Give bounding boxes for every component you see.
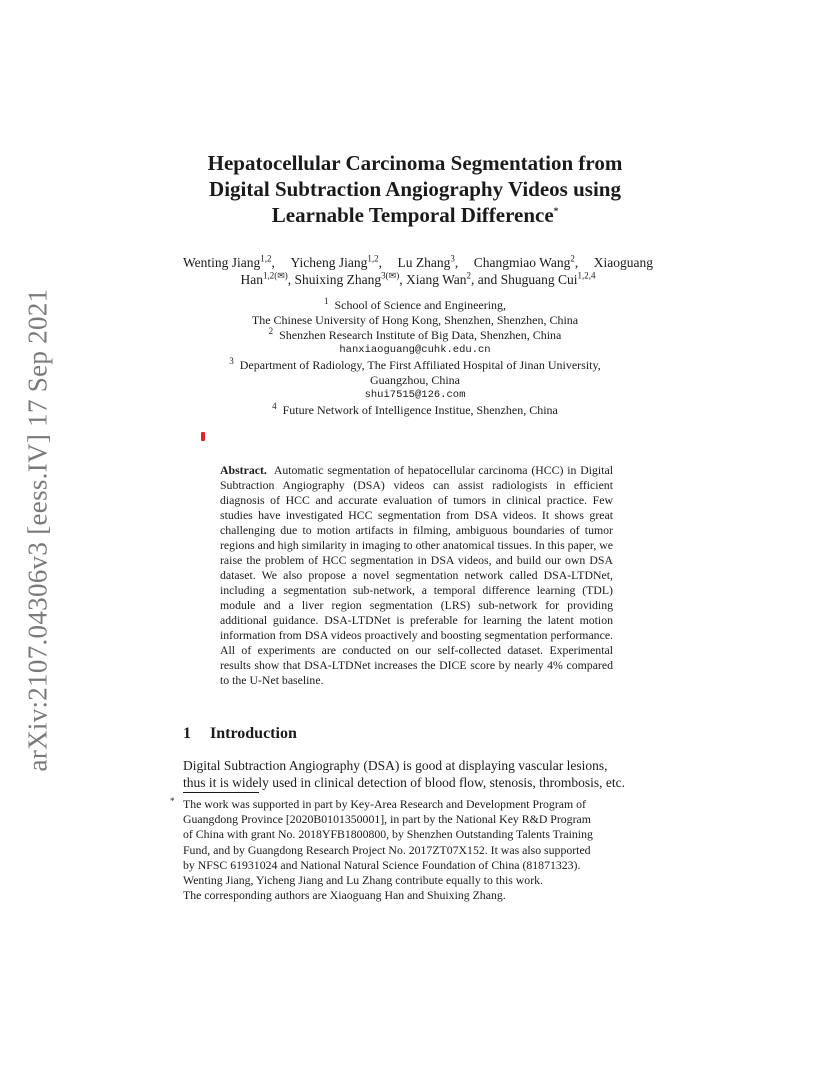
footnote-rule xyxy=(183,792,259,793)
title-footnote-mark[interactable]: * xyxy=(553,206,559,216)
abstract xyxy=(220,463,613,688)
affiliation-line: Guangzhou, China xyxy=(370,373,460,387)
author-last-name: Han xyxy=(240,272,263,287)
title-line: Digital Subtraction Angiography Videos using xyxy=(209,177,621,201)
body-line: Digital Subtraction Angiography (DSA) is good at displaying vascular lesions, xyxy=(183,758,608,773)
affiliation: $^3$ Department of Radiology, The First Affiliated Hospital of Jinan University, xyxy=(229,356,601,372)
orcid-link-marker[interactable] xyxy=(201,432,205,441)
footnote-mark: * xyxy=(170,796,175,806)
footnote-line: Guangdong Province [2020B0101350001], in part by the National Key R&D Program xyxy=(183,812,591,827)
author: Wenting Jiang$^{1,2}$, xyxy=(183,253,275,270)
email-link[interactable]: shui7515@126.com xyxy=(364,389,466,401)
author: Shuixing Zhang$^{3(✉)}$, xyxy=(294,270,403,287)
footnote-line: Fund, and by Guangdong Research Project No. 2017ZT07X152. It was also supported xyxy=(183,842,591,857)
email-link[interactable]: hanxiaoguang@cuhk.edu.cn xyxy=(339,344,491,356)
abstract-label: Abstract. xyxy=(220,463,267,477)
footnote-line: The work was supported in part by Key-Area Research and Development Program of xyxy=(183,797,586,811)
author-line: Han$^{1,2(✉)}$, Shuixing Zhang$^{3(✉)}$, Xiang Wan$^2$, and Shuguang Cui$^{1,2,4}$ xyxy=(240,270,596,287)
title-line: Hepatocellular Carcinoma Segmentation from xyxy=(207,151,623,175)
author-first-name: Xiaoguang xyxy=(593,255,653,270)
footnote-line: The corresponding authors are Xiaoguang Han and Shuixing Zhang. xyxy=(183,888,506,903)
author-line xyxy=(183,254,653,271)
affiliation: $^4$ Future Network of Intelligence Institue, Shenzhen, China xyxy=(272,401,558,417)
section-number: 1 xyxy=(183,725,191,742)
affiliations xyxy=(170,298,660,418)
author: Xiang Wan$^2$, and xyxy=(405,270,498,287)
affiliation-line: The Chinese University of Hong Kong, Shenzhen, Shenzhen, China xyxy=(251,313,579,327)
section-heading xyxy=(183,725,297,743)
section-title: Introduction xyxy=(210,725,297,742)
body-line: thus it is widely used in clinical detection of blood flow, stenosis, thrombosis, etc. xyxy=(183,775,625,790)
author-list xyxy=(183,254,653,288)
arxiv-identifier-stamp: arXiv:2107.04306v3 [eess.IV] 17 Sep 2021 xyxy=(22,288,53,772)
author: Yicheng Jiang$^{1,2}$, xyxy=(290,253,382,270)
footnote-line: of China with grant No. 2018YFB1800800, by Shenzhen Outstanding Talents Training xyxy=(183,827,593,842)
abstract-text: Automatic segmentation of hepatocellular carcinoma (HCC) in Digital Subtraction Angiography (DSA) videos can assist radiologists in efficient diagnosis of HCC and accurate evaluation of tumors in clinical practice. Few studies have investigated HCC segmentation from DSA videos. It shows great challenging due to motion artifacts in filming, ambiguous boundaries of tumor regions and high similarity in imaging to other anatomical tissues. In this paper, we raise the problem of HCC segmentation in DSA videos, and build our own DSA dataset. We also propose a novel segmentation network called DSA-LTDNet, including a segmentation sub-network, a temporal difference learning (TDL) module and a liver region segmentation (LRS) sub-network for providing additional guidance. DSA-LTDNet is preferable for learning the latent motion information from DSA videos proactively and boosting segmentation performance. All of experiments are conducted on our self-collected dataset. Experimental results show that DSA-LTDNet increases the DICE score by nearly 4% compared to the U-Net baseline. xyxy=(220,463,614,687)
author: Lu Zhang$^3$, xyxy=(397,253,459,270)
title-line: Learnable Temporal Difference* xyxy=(271,203,559,227)
section-body xyxy=(183,757,653,791)
author: Changmiao Wang$^2$, xyxy=(473,253,579,270)
footnote-line: Wenting Jiang, Yicheng Jiang and Lu Zhang contribute equally to this work. xyxy=(183,873,543,888)
affiliation: $^1$ School of Science and Engineering, xyxy=(323,296,507,312)
footnote-line: by NFSC 61931024 and National Natural Science Foundation of China (81871323). xyxy=(183,857,581,872)
footnote xyxy=(170,796,653,903)
author: Shuguang Cui$^{1,2,4}$ xyxy=(500,270,596,287)
paper-title xyxy=(170,150,660,228)
affiliation: $^2$ Shenzhen Research Institute of Big Data, Shenzhen, China xyxy=(268,326,562,342)
